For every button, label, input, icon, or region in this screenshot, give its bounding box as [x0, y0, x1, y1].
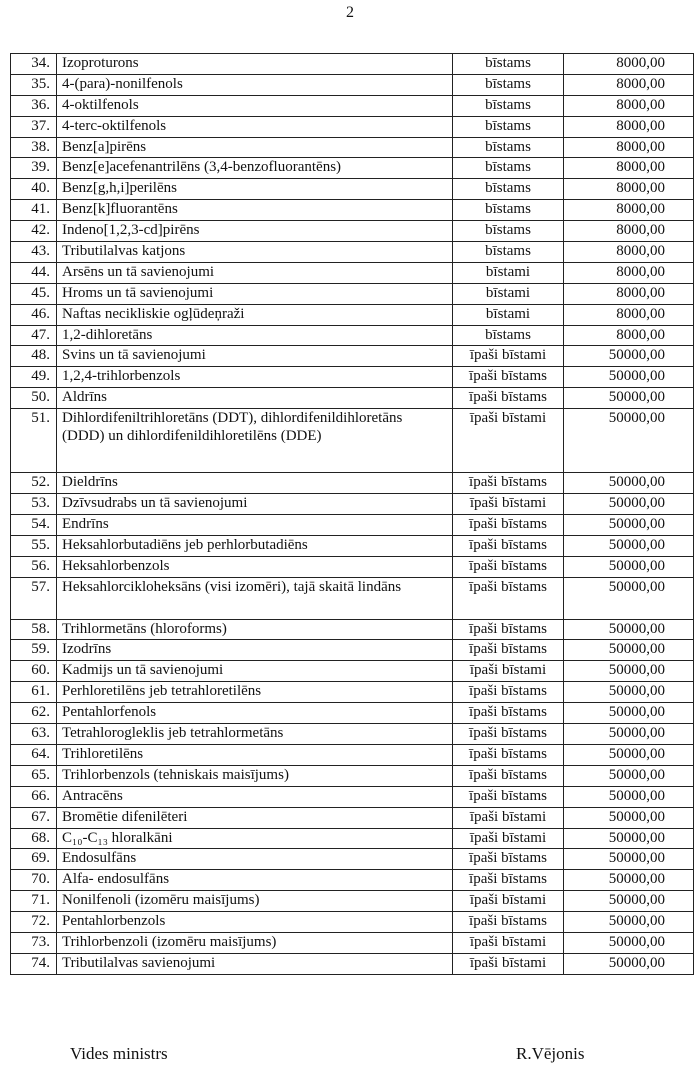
table-row	[11, 619, 694, 640]
substance-name: Bromētie difenilēteri	[57, 807, 453, 828]
rate-value: 8000,00	[564, 221, 694, 242]
rate-value: 8000,00	[564, 74, 694, 95]
rate-value: 50000,00	[564, 828, 694, 849]
hazard-category: īpaši bīstami	[453, 346, 564, 367]
substance-name: Izoproturons	[57, 54, 453, 75]
rate-value: 50000,00	[564, 388, 694, 409]
table-row	[11, 765, 694, 786]
table-row	[11, 200, 694, 221]
rate-value: 8000,00	[564, 283, 694, 304]
substance-name: Indeno[1,2,3-cd]pirēns	[57, 221, 453, 242]
row-number: 73.	[11, 932, 57, 953]
row-number: 56.	[11, 556, 57, 577]
hazard-category: īpaši bīstams	[453, 744, 564, 765]
table-row	[11, 870, 694, 891]
row-number: 68.	[11, 828, 57, 849]
rate-value: 8000,00	[564, 200, 694, 221]
rate-value: 8000,00	[564, 262, 694, 283]
row-number: 48.	[11, 346, 57, 367]
substance-name: Heksahlorcikloheksāns (visi izomēri), tajā skaitā lindāns	[57, 577, 453, 619]
rate-value: 50000,00	[564, 535, 694, 556]
table-row	[11, 953, 694, 974]
row-number: 62.	[11, 703, 57, 724]
substance-name: 4-oktilfenols	[57, 95, 453, 116]
rate-value: 8000,00	[564, 95, 694, 116]
hazard-category: bīstams	[453, 158, 564, 179]
hazard-category: bīstams	[453, 95, 564, 116]
substance-name: 1,2-dihloretāns	[57, 325, 453, 346]
substance-name: Izodrīns	[57, 640, 453, 661]
table-row	[11, 473, 694, 494]
substance-table	[10, 53, 694, 975]
row-number: 63.	[11, 724, 57, 745]
table-row	[11, 932, 694, 953]
row-number: 57.	[11, 577, 57, 619]
rate-value: 50000,00	[564, 744, 694, 765]
table-row	[11, 682, 694, 703]
table-row	[11, 640, 694, 661]
table-row	[11, 346, 694, 367]
table-row	[11, 179, 694, 200]
hazard-category: īpaši bīstami	[453, 661, 564, 682]
table-row	[11, 703, 694, 724]
rate-value: 8000,00	[564, 54, 694, 75]
substance-name: Endosulfāns	[57, 849, 453, 870]
table-row	[11, 556, 694, 577]
hazard-category: īpaši bīstami	[453, 807, 564, 828]
table-row	[11, 367, 694, 388]
page-number: 2	[346, 4, 354, 21]
rate-value: 8000,00	[564, 137, 694, 158]
substance-name: Endrīns	[57, 514, 453, 535]
substance-name: Trihlorbenzols (tehniskais maisījums)	[57, 765, 453, 786]
rate-value: 50000,00	[564, 556, 694, 577]
row-number: 39.	[11, 158, 57, 179]
hazard-category: īpaši bīstami	[453, 953, 564, 974]
row-number: 46.	[11, 304, 57, 325]
hazard-category: bīstams	[453, 179, 564, 200]
row-number: 42.	[11, 221, 57, 242]
rate-value: 50000,00	[564, 514, 694, 535]
row-number: 51.	[11, 409, 57, 473]
row-number: 34.	[11, 54, 57, 75]
hazard-category: īpaši bīstams	[453, 367, 564, 388]
hazard-category: īpaši bīstams	[453, 473, 564, 494]
hazard-category: īpaši bīstami	[453, 828, 564, 849]
rate-value: 8000,00	[564, 179, 694, 200]
hazard-category: īpaši bīstams	[453, 388, 564, 409]
row-number: 70.	[11, 870, 57, 891]
hazard-category: īpaši bīstams	[453, 640, 564, 661]
rate-value: 8000,00	[564, 325, 694, 346]
table-row	[11, 95, 694, 116]
rate-value: 8000,00	[564, 242, 694, 263]
rate-value: 50000,00	[564, 912, 694, 933]
table-row	[11, 242, 694, 263]
substance-name: Trihlormetāns (hloroforms)	[57, 619, 453, 640]
row-number: 59.	[11, 640, 57, 661]
hazard-category: bīstams	[453, 200, 564, 221]
hazard-category: īpaši bīstams	[453, 682, 564, 703]
substance-name: Trihloretilēns	[57, 744, 453, 765]
signature-title: Vides ministrs	[70, 1044, 168, 1063]
rate-value: 50000,00	[564, 765, 694, 786]
row-number: 52.	[11, 473, 57, 494]
table-row	[11, 283, 694, 304]
substance-name: C₁₀-C₁₃ hloralkāni	[57, 828, 453, 849]
substance-name: Heksahlorbutadiēns jeb perhlorbutadiēns	[57, 535, 453, 556]
hazard-category: bīstams	[453, 137, 564, 158]
substance-name: Benz[e]acefenantrilēns (3,4-benzofluorantēns)	[57, 158, 453, 179]
table-row	[11, 744, 694, 765]
substance-name: Tributilalvas katjons	[57, 242, 453, 263]
table-row	[11, 535, 694, 556]
row-number: 60.	[11, 661, 57, 682]
hazard-category: īpaši bīstams	[453, 619, 564, 640]
table-row	[11, 221, 694, 242]
rate-value: 50000,00	[564, 703, 694, 724]
rate-value: 8000,00	[564, 116, 694, 137]
row-number: 53.	[11, 494, 57, 515]
table-row	[11, 891, 694, 912]
row-number: 44.	[11, 262, 57, 283]
substance-name: Arsēns un tā savienojumi	[57, 262, 453, 283]
substance-name: Antracēns	[57, 786, 453, 807]
substance-name: Kadmijs un tā savienojumi	[57, 661, 453, 682]
substance-name: Alfa- endosulfāns	[57, 870, 453, 891]
substance-name: 4-(para)-nonilfenols	[57, 74, 453, 95]
hazard-category: īpaši bīstams	[453, 912, 564, 933]
table-row	[11, 661, 694, 682]
table-row	[11, 304, 694, 325]
hazard-category: īpaši bīstams	[453, 765, 564, 786]
substance-name: Pentahlorbenzols	[57, 912, 453, 933]
hazard-category: īpaši bīstams	[453, 870, 564, 891]
rate-value: 50000,00	[564, 870, 694, 891]
table-row	[11, 325, 694, 346]
hazard-category: īpaši bīstams	[453, 556, 564, 577]
table-row	[11, 828, 694, 849]
substance-table-body	[11, 54, 694, 975]
substance-name: Svins un tā savienojumi	[57, 346, 453, 367]
substance-name: Dihlordifeniltrihloretāns (DDT), dihlordifenildihloretāns (DDD) un dihlordifenildihloretilēns (DDE)	[57, 409, 453, 473]
table-row	[11, 116, 694, 137]
hazard-category: īpaši bīstams	[453, 577, 564, 619]
table-row	[11, 514, 694, 535]
row-number: 36.	[11, 95, 57, 116]
substance-name: Perhloretilēns jeb tetrahloretilēns	[57, 682, 453, 703]
table-row	[11, 388, 694, 409]
table-row	[11, 786, 694, 807]
row-number: 38.	[11, 137, 57, 158]
rate-value: 8000,00	[564, 304, 694, 325]
table-row	[11, 724, 694, 745]
rate-value: 50000,00	[564, 682, 694, 703]
rate-value: 50000,00	[564, 724, 694, 745]
row-number: 49.	[11, 367, 57, 388]
table-row	[11, 577, 694, 619]
table-row	[11, 807, 694, 828]
hazard-category: īpaši bīstams	[453, 724, 564, 745]
rate-value: 50000,00	[564, 409, 694, 473]
substance-name: Pentahlorfenols	[57, 703, 453, 724]
row-number: 40.	[11, 179, 57, 200]
hazard-category: īpaši bīstams	[453, 535, 564, 556]
table-row	[11, 74, 694, 95]
table-row	[11, 409, 694, 473]
rate-value: 50000,00	[564, 932, 694, 953]
row-number: 41.	[11, 200, 57, 221]
row-number: 50.	[11, 388, 57, 409]
rate-value: 50000,00	[564, 367, 694, 388]
table-row	[11, 912, 694, 933]
rate-value: 50000,00	[564, 849, 694, 870]
row-number: 69.	[11, 849, 57, 870]
hazard-category: īpaši bīstams	[453, 514, 564, 535]
table-row	[11, 849, 694, 870]
hazard-category: bīstams	[453, 221, 564, 242]
row-number: 66.	[11, 786, 57, 807]
table-row	[11, 137, 694, 158]
rate-value: 50000,00	[564, 640, 694, 661]
substance-name: Benz[k]fluorantēns	[57, 200, 453, 221]
rate-value: 50000,00	[564, 577, 694, 619]
substance-name: Tributilalvas savienojumi	[57, 953, 453, 974]
hazard-category: īpaši bīstams	[453, 703, 564, 724]
hazard-category: bīstami	[453, 283, 564, 304]
rate-value: 50000,00	[564, 891, 694, 912]
row-number: 43.	[11, 242, 57, 263]
substance-name: 4-terc-oktilfenols	[57, 116, 453, 137]
hazard-category: bīstams	[453, 242, 564, 263]
rate-value: 50000,00	[564, 346, 694, 367]
row-number: 64.	[11, 744, 57, 765]
row-number: 35.	[11, 74, 57, 95]
rate-value: 50000,00	[564, 953, 694, 974]
substance-name: Trihlorbenzoli (izomēru maisījums)	[57, 932, 453, 953]
table-row	[11, 158, 694, 179]
hazard-category: bīstami	[453, 304, 564, 325]
rate-value: 50000,00	[564, 661, 694, 682]
substance-name: Benz[g,h,i]perilēns	[57, 179, 453, 200]
row-number: 54.	[11, 514, 57, 535]
rate-value: 50000,00	[564, 494, 694, 515]
hazard-category: bīstams	[453, 116, 564, 137]
signature-name: R.Vējonis	[516, 1044, 585, 1063]
hazard-category: īpaši bīstami	[453, 494, 564, 515]
hazard-category: bīstams	[453, 54, 564, 75]
hazard-category: īpaši bīstams	[453, 849, 564, 870]
row-number: 55.	[11, 535, 57, 556]
hazard-category: bīstams	[453, 74, 564, 95]
rate-value: 50000,00	[564, 786, 694, 807]
substance-name: Nonilfenoli (izomēru maisījums)	[57, 891, 453, 912]
substance-name: Aldrīns	[57, 388, 453, 409]
row-number: 67.	[11, 807, 57, 828]
hazard-category: īpaši bīstami	[453, 932, 564, 953]
row-number: 65.	[11, 765, 57, 786]
rate-value: 50000,00	[564, 619, 694, 640]
rate-value: 50000,00	[564, 473, 694, 494]
substance-name: Hroms un tā savienojumi	[57, 283, 453, 304]
hazard-category: īpaši bīstams	[453, 786, 564, 807]
substance-name: Naftas necikliskie ogļūdeņraži	[57, 304, 453, 325]
row-number: 74.	[11, 953, 57, 974]
substance-name: Benz[a]pirēns	[57, 137, 453, 158]
row-number: 37.	[11, 116, 57, 137]
rate-value: 8000,00	[564, 158, 694, 179]
table-row	[11, 54, 694, 75]
substance-name: Dzīvsudrabs un tā savienojumi	[57, 494, 453, 515]
table-row	[11, 262, 694, 283]
substance-name: 1,2,4-trihlorbenzols	[57, 367, 453, 388]
table-row	[11, 494, 694, 515]
row-number: 71.	[11, 891, 57, 912]
row-number: 72.	[11, 912, 57, 933]
hazard-category: īpaši bīstami	[453, 891, 564, 912]
rate-value: 50000,00	[564, 807, 694, 828]
substance-name: Heksahlorbenzols	[57, 556, 453, 577]
row-number: 58.	[11, 619, 57, 640]
hazard-category: bīstams	[453, 325, 564, 346]
substance-name: Tetrahlorogleklis jeb tetrahlormetāns	[57, 724, 453, 745]
row-number: 61.	[11, 682, 57, 703]
hazard-category: bīstami	[453, 262, 564, 283]
row-number: 45.	[11, 283, 57, 304]
hazard-category: īpaši bīstami	[453, 409, 564, 473]
substance-name: Dieldrīns	[57, 473, 453, 494]
row-number: 47.	[11, 325, 57, 346]
